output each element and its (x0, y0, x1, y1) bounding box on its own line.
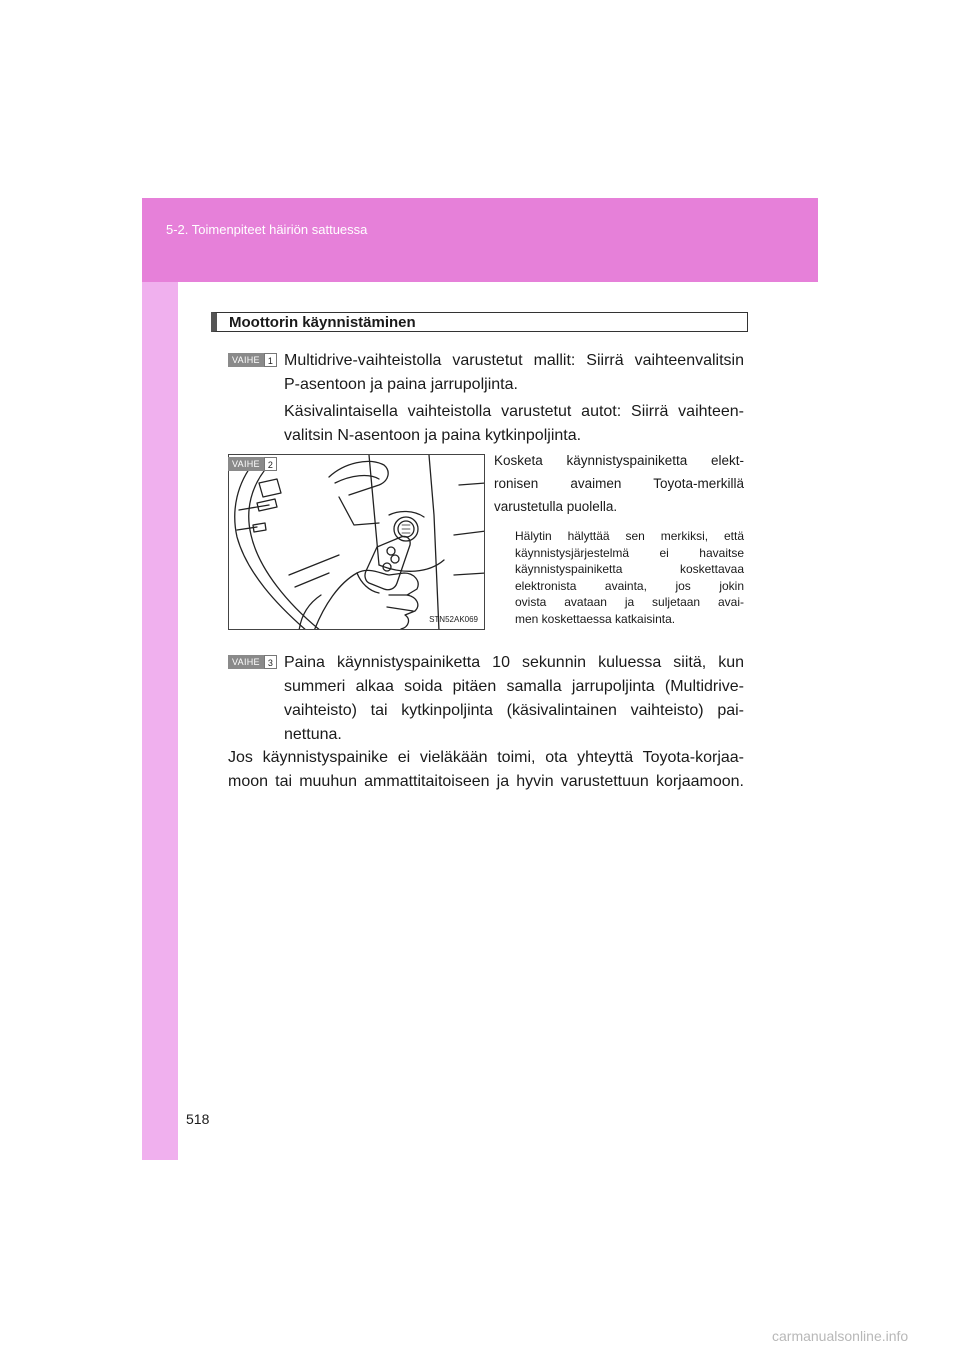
side-tab-strip (142, 282, 178, 1160)
step-badge-number: 2 (264, 457, 277, 471)
section-heading (211, 312, 748, 332)
step-1-line-2: P-asentoon ja paina jarrupoljinta. (284, 376, 518, 393)
step-1-line-4: valitsin N-asentoon ja paina kytkinpoljinta. (284, 427, 582, 444)
closing-paragraph: Jos käynnistyspainike ei vieläkään toimi, ota yhteyttä Toyota-korjaa- moon tai muuhun ammattitaitoiseen ja hyvin varustettuun korjaamoon. (228, 749, 744, 790)
step-badge-number: 1 (264, 353, 277, 367)
step-badge-label: VAIHE (228, 655, 264, 669)
section-heading-text: Moottorin käynnistäminen (229, 314, 416, 331)
step-1-line-3: Käsivalintaisella vaihteistolla varustetut autot: Siirrä vaihteen- (284, 403, 744, 420)
step-2-text: Kosketa käynnistyspainiketta elekt- ronisen avaimen Toyota-merkillä varustetulla puolella. (494, 453, 744, 514)
step-badge-label: VAIHE (228, 457, 264, 471)
page-number: 518 (186, 1111, 210, 1127)
step-1-line-1: Multidrive-vaihteistolla varustetut mallit: Siirrä vaihteenvalitsin (284, 352, 744, 369)
step-3-text: Paina käynnistyspainiketta 10 sekunnin kuluessa siitä, kun summeri alkaa soida pitäen samalla jarrupoljinta (Multidrive- vaihteisto) tai kytkinpoljinta (käsivalintainen vaihteisto) pai- nettuna. (284, 654, 744, 743)
step-badge-2 (228, 457, 277, 471)
step-badge-label: VAIHE (228, 353, 264, 367)
watermark: carmanualsonline.info (772, 1328, 909, 1344)
ignition-illustration (228, 454, 485, 630)
section-title: 5-2. Toimenpiteet häiriön sattuessa (166, 222, 368, 237)
step-2-note: Hälytin hälyttää sen merkiksi, että käynnistysjärjestelmä ei havaitse käynnistyspainiketta koskettavaa elektronista avainta, jos jokin ovista avataan ja suljetaan avai- men koskettaessa katkaisinta. (515, 529, 744, 626)
section-header-bar (142, 198, 818, 282)
illustration-code: STN52AK069 (429, 615, 478, 624)
hand-key-drawing (229, 455, 485, 630)
step-badge-3 (228, 655, 277, 669)
step-badge-1 (228, 353, 277, 367)
step-badge-number: 3 (264, 655, 277, 669)
